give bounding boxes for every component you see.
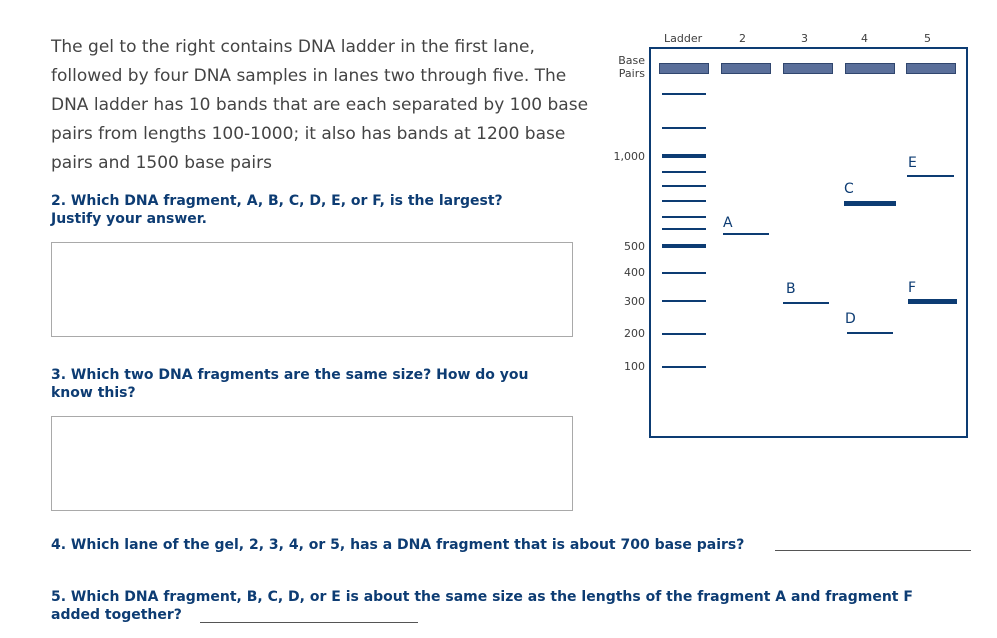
ladder-band	[662, 272, 706, 274]
ladder-band	[662, 366, 706, 368]
lane-header-5: 5	[924, 32, 931, 45]
well-lane-3	[783, 63, 833, 74]
question-5-line2: added together?	[51, 607, 182, 623]
question-4: 4. Which lane of the gel, 2, 3, 4, or 5, has a DNA fragment that is about 700 base pairs?	[51, 537, 745, 553]
ladder-band	[662, 216, 706, 218]
ladder-band	[662, 244, 706, 248]
fragment-label-a: A	[723, 215, 733, 231]
y-tick-500: 500	[624, 240, 645, 253]
fragment-label-c: C	[844, 181, 854, 197]
lane-header-ladder: Ladder	[664, 32, 703, 45]
y-tick-100: 100	[624, 360, 645, 373]
ladder-band	[662, 171, 706, 173]
well-lane-5	[906, 63, 956, 74]
ladder-band	[662, 93, 706, 95]
y-tick-300: 300	[624, 295, 645, 308]
lane-header-3: 3	[801, 32, 808, 45]
answer-line-q4[interactable]	[775, 550, 971, 551]
fragment-label-f: F	[908, 280, 917, 296]
lane-header-4: 4	[861, 32, 868, 45]
fragment-label-d: D	[845, 311, 856, 327]
ladder-band	[662, 228, 706, 230]
band-fragment-a	[723, 233, 769, 235]
well-ladder	[659, 63, 709, 74]
y-tick-200: 200	[624, 327, 645, 340]
lane-header-2: 2	[739, 32, 746, 45]
ladder-band	[662, 200, 706, 202]
band-fragment-d	[847, 332, 893, 334]
ladder-band	[662, 154, 706, 158]
band-fragment-c	[844, 201, 896, 206]
ladder-band	[662, 185, 706, 187]
ladder-band	[662, 127, 706, 129]
band-fragment-b	[783, 302, 829, 304]
y-axis-title-pairs: Pairs	[618, 67, 645, 80]
question-5-line1: 5. Which DNA fragment, B, C, D, or E is about the same size as the lengths of the fragment A and fragment F	[51, 589, 913, 605]
band-fragment-e	[907, 175, 954, 177]
answer-box-q3[interactable]	[51, 416, 573, 511]
answer-box-q2[interactable]	[51, 242, 573, 337]
intro-paragraph: The gel to the right contains DNA ladder in the first lane, followed by four DNA samples in lanes two through five. The DNA ladder has 10 bands that are each separated by 100 base pairs from lengths 100-1000; it also has bands at 1200 base pairs and 1500 base pairs	[51, 37, 589, 173]
y-tick-400: 400	[624, 266, 645, 279]
answer-line-q5[interactable]	[200, 622, 418, 623]
question-3: 3. Which two DNA fragments are the same size? How do you know this?	[51, 367, 529, 401]
ladder-band	[662, 333, 706, 335]
fragment-label-b: B	[786, 281, 796, 297]
well-lane-4	[845, 63, 895, 74]
band-fragment-f	[908, 299, 957, 304]
y-axis-title-base: Base	[618, 54, 645, 67]
well-lane-2	[721, 63, 771, 74]
gel-box	[649, 47, 968, 438]
ladder-band	[662, 300, 706, 302]
y-tick-1000: 1,000	[613, 150, 645, 163]
question-2: 2. Which DNA fragment, A, B, C, D, E, or F, is the largest? Justify your answer.	[51, 193, 503, 227]
fragment-label-e: E	[908, 155, 917, 171]
